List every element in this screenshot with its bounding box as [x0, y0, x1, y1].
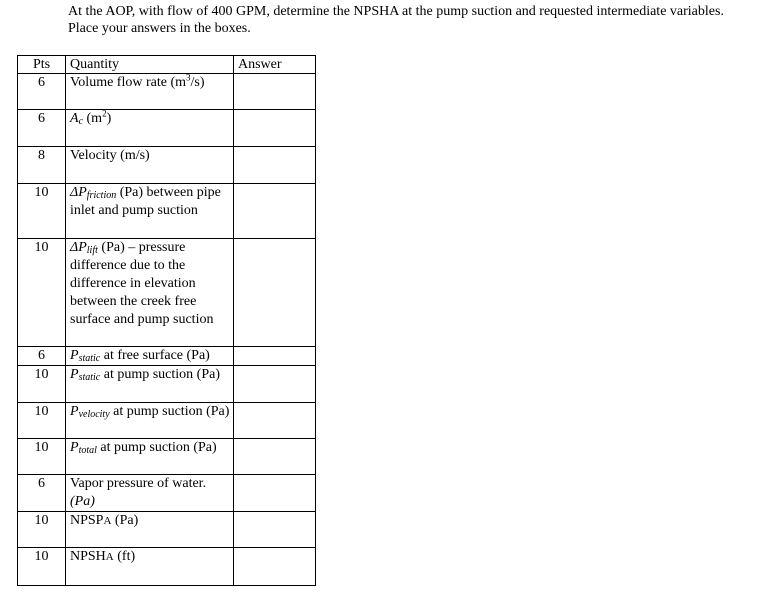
quantity-cell: $\Delta P_{friction}$ (Pa) between pipe inlet and pump suction [66, 184, 234, 239]
table-row [18, 239, 316, 347]
table-header-row [18, 56, 316, 74]
quantity-cell: Velocity (m/s) [66, 147, 234, 184]
answer-box[interactable] [234, 347, 316, 366]
quantity-cell: $P_{static}$ at free surface (Pa) [66, 347, 234, 366]
quantity-cell: $P_{velocity}$ at pump suction (Pa) [66, 403, 234, 439]
pts-cell: 6 [18, 110, 66, 147]
table-row [18, 366, 316, 403]
quantity-cell: NPSHA (ft) [66, 548, 234, 586]
header-quantity: Quantity [66, 56, 234, 74]
answer-box[interactable] [234, 74, 316, 110]
table-row [18, 439, 316, 475]
header-pts: Pts [18, 56, 66, 74]
quantity-cell: $\Delta P_{lift}$ (Pa) – pressure difference due to the difference in elevation between the creek free surface and pump suction [66, 239, 234, 347]
pts-cell: 6 [18, 347, 66, 366]
table-row [18, 548, 316, 586]
pts-cell: 10 [18, 403, 66, 439]
answer-box[interactable] [234, 475, 316, 512]
pts-cell: 8 [18, 147, 66, 184]
table-row [18, 110, 316, 147]
table-row [18, 475, 316, 512]
answer-box[interactable] [234, 439, 316, 475]
table-row [18, 347, 316, 366]
answer-box[interactable] [234, 147, 316, 184]
pts-cell: 6 [18, 74, 66, 110]
quantity-cell: $P_{static}$ at pump suction (Pa) [66, 366, 234, 403]
instructions-text: At the AOP, with flow of 400 GPM, determine the NPSHA at the pump suction and requested intermediate variables. Place your answers in the boxes. [68, 4, 724, 36]
answer-table [17, 55, 316, 586]
table-row [18, 74, 316, 110]
quantity-cell: $P_{total}$ at pump suction (Pa) [66, 439, 234, 475]
table-row [18, 147, 316, 184]
pts-cell: 10 [18, 548, 66, 586]
pts-cell: 10 [18, 239, 66, 347]
table-row [18, 184, 316, 239]
pts-cell: 6 [18, 475, 66, 512]
answer-box[interactable] [234, 110, 316, 147]
answer-box[interactable] [234, 366, 316, 403]
table-row [18, 403, 316, 439]
answer-box[interactable] [234, 403, 316, 439]
quantity-cell: $A_c$ $(m^2)$ [66, 110, 234, 147]
header-answer: Answer [234, 56, 316, 74]
quantity-cell: Vapor pressure of water. (Pa) [66, 475, 234, 512]
pts-cell: 10 [18, 512, 66, 548]
pts-cell: 10 [18, 439, 66, 475]
answer-box[interactable] [234, 184, 316, 239]
table-row [18, 512, 316, 548]
answer-box[interactable] [234, 512, 316, 548]
answer-box[interactable] [234, 239, 316, 347]
quantity-cell: NPSPA (Pa) [66, 512, 234, 548]
pts-cell: 10 [18, 366, 66, 403]
pts-cell: 10 [18, 184, 66, 239]
quantity-cell: Volume flow rate $(m^3/s)$ [66, 74, 234, 110]
answer-box[interactable] [234, 548, 316, 586]
